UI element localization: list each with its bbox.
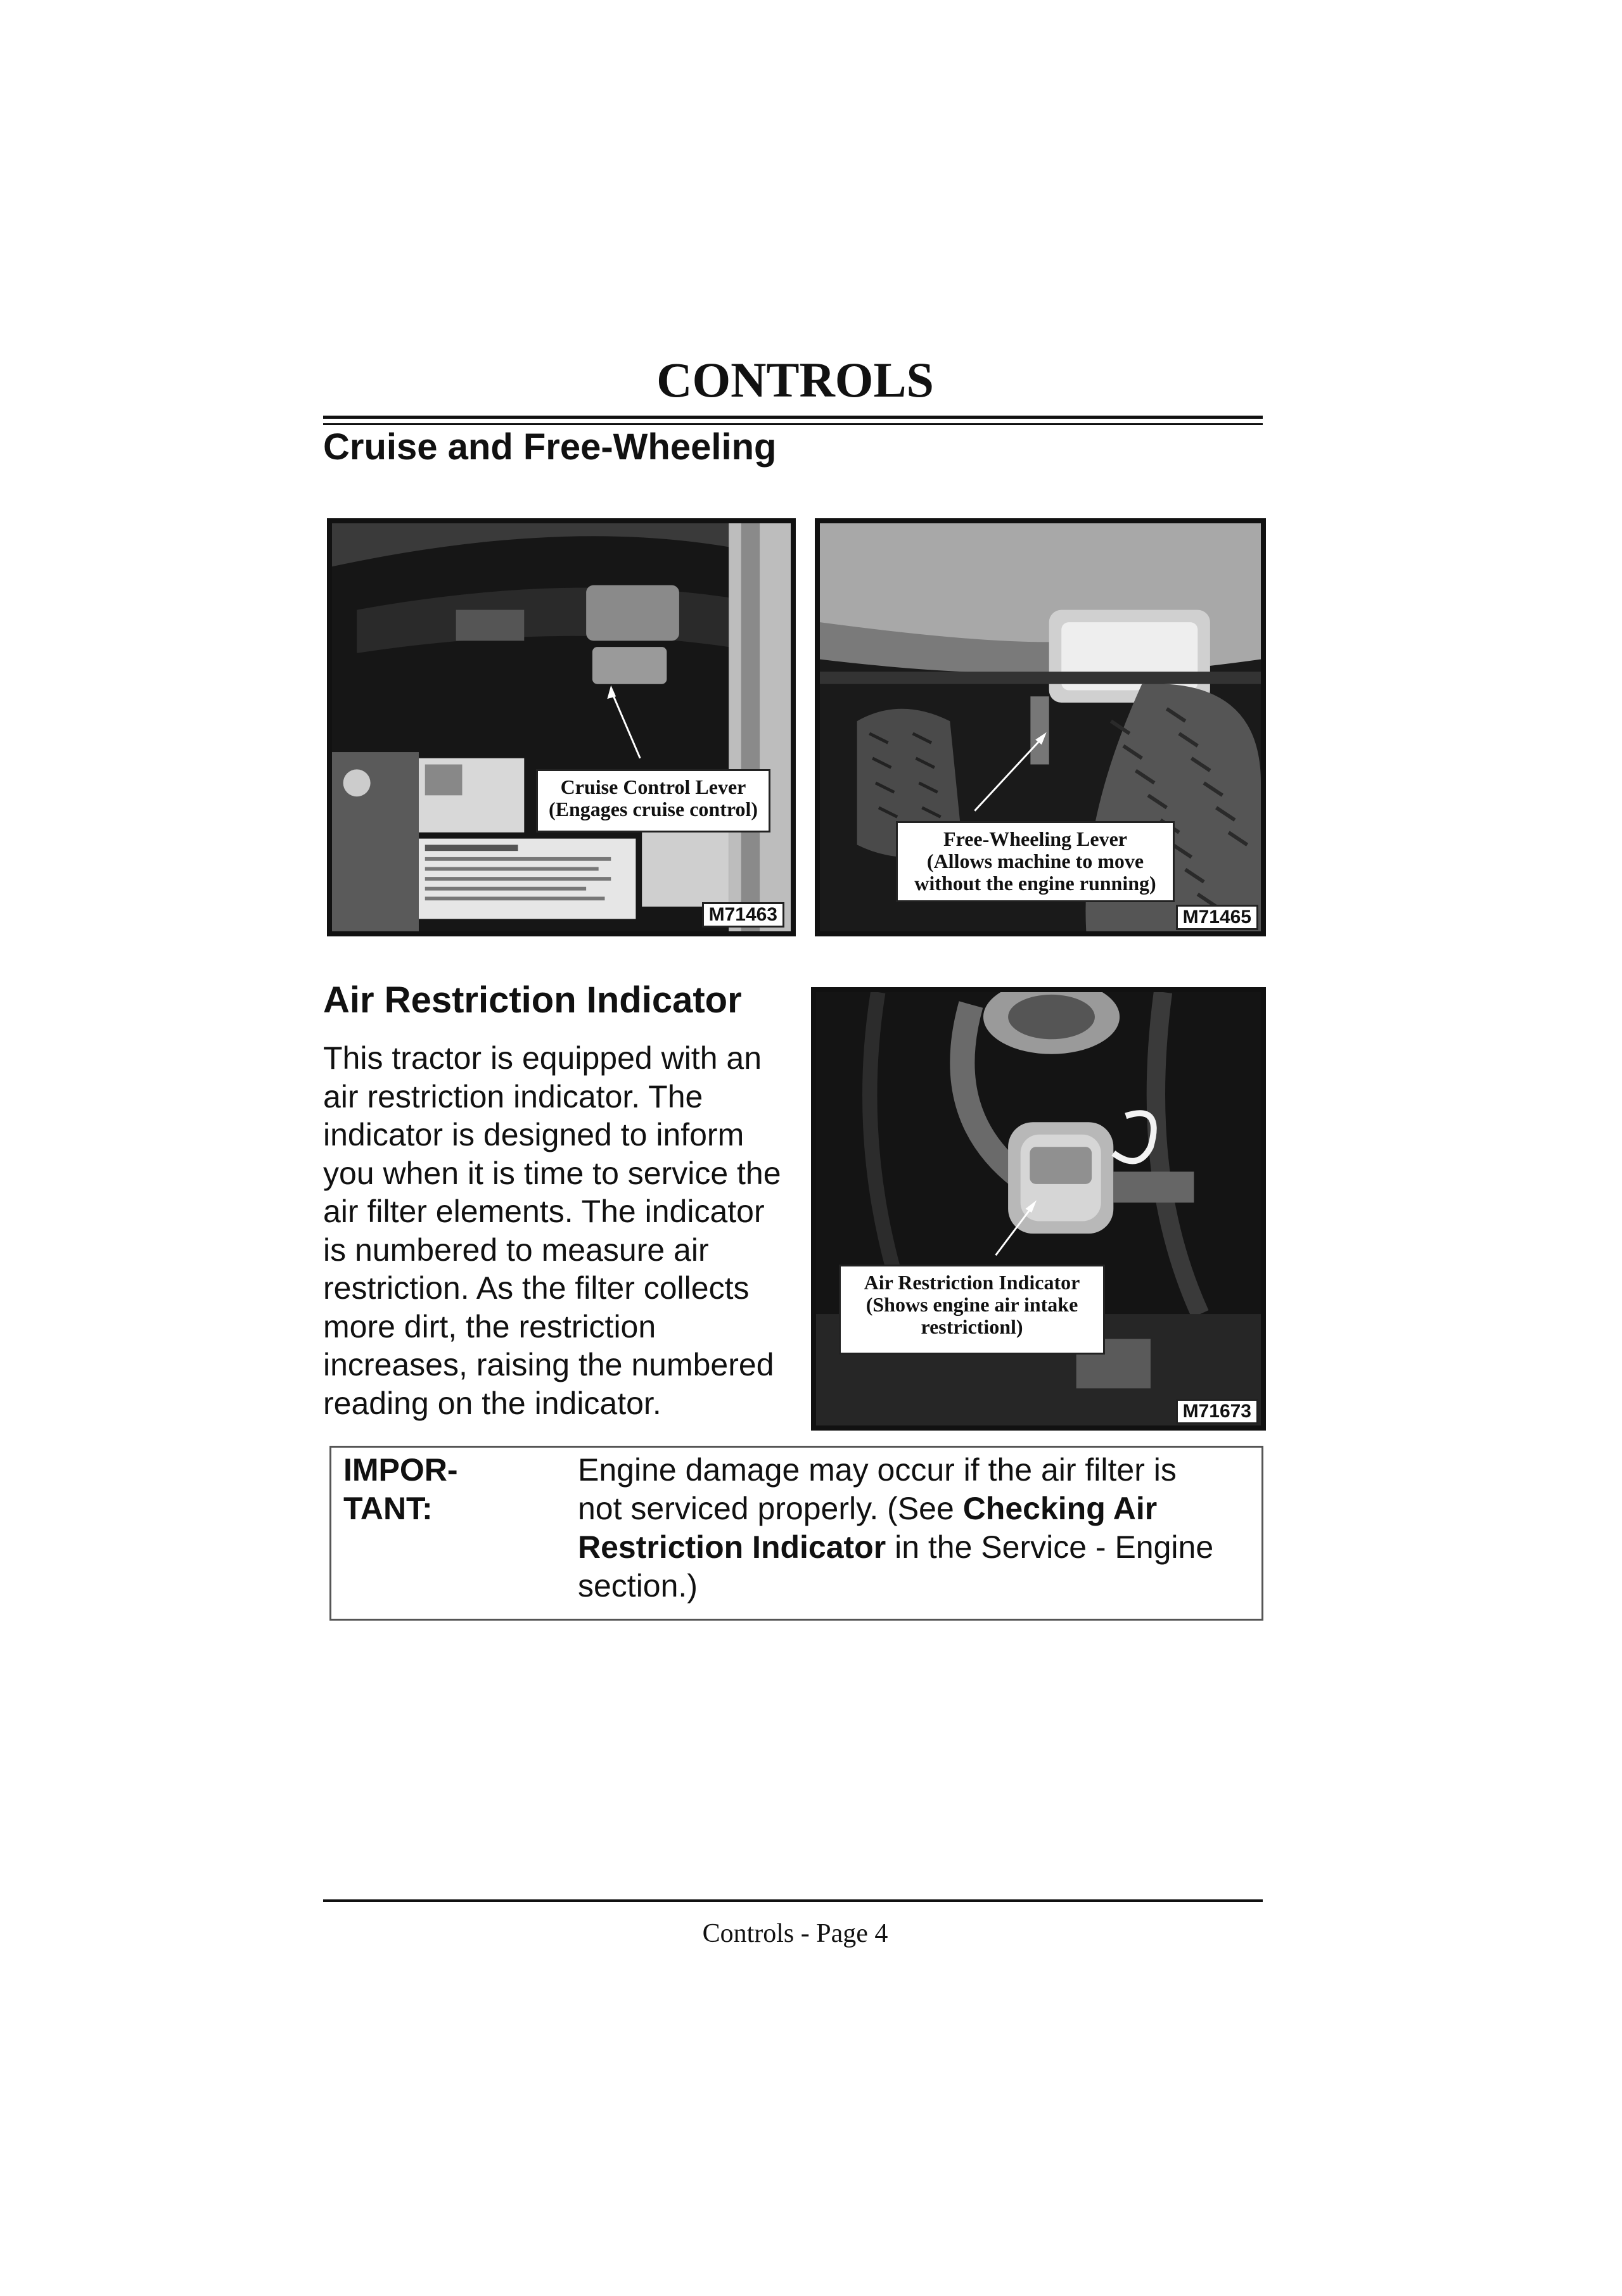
- cruise-control-callout: [536, 769, 770, 832]
- important-link-text: Restriction Indicator: [578, 1529, 886, 1565]
- callout-line: without the engine running): [914, 872, 1156, 895]
- important-label-line: IMPOR-: [343, 1452, 458, 1488]
- important-label: [343, 1451, 458, 1528]
- callout-line: Air Restriction Indicator: [864, 1271, 1080, 1294]
- body-line: air restriction indicator. The: [323, 1078, 703, 1114]
- important-text-line: [578, 1489, 1249, 1528]
- important-text-line: Engine damage may occur if the air filter is: [578, 1452, 1177, 1488]
- air-restriction-callout: [839, 1265, 1105, 1355]
- callout-line: restrictionl): [921, 1315, 1023, 1339]
- header-rule-bottom: [323, 423, 1263, 425]
- important-text-span: in the Service - Engine: [886, 1529, 1214, 1565]
- figure-air-restriction: [811, 987, 1266, 1431]
- important-text-span: not serviced properly. (See: [578, 1491, 963, 1526]
- section-heading-air-restriction: Air Restriction Indicator: [323, 979, 742, 1021]
- body-line: air filter elements. The indicator: [323, 1194, 765, 1229]
- body-line: is numbered to measure air: [323, 1232, 709, 1268]
- important-text-line: section.): [578, 1568, 698, 1604]
- callout-line: Cruise Control Lever: [560, 775, 746, 798]
- callout-line: (Shows engine air intake: [865, 1293, 1078, 1317]
- callout-line: Free-Wheeling Lever: [943, 827, 1127, 850]
- body-line: indicator is designed to inform: [323, 1117, 744, 1152]
- body-line: restriction. As the filter collects: [323, 1270, 750, 1306]
- callout-line: (Engages cruise control): [548, 798, 758, 821]
- figure-code: M71465: [1176, 905, 1258, 931]
- figure-code: M71673: [1176, 1399, 1258, 1425]
- body-line: reading on the indicator.: [323, 1385, 661, 1421]
- footer-rule: [323, 1899, 1263, 1902]
- air-restriction-body: [323, 1039, 805, 1422]
- page-footer: Controls - Page 4: [702, 1919, 888, 1948]
- figure-code: M71463: [702, 902, 784, 928]
- page-title: CONTROLS: [656, 352, 934, 407]
- figure-cruise-control: [327, 518, 796, 936]
- important-link-text: Checking Air: [962, 1491, 1158, 1526]
- header-rule-top: [323, 416, 1263, 419]
- air-indicator-photo-illustration: [816, 992, 1261, 1425]
- important-text: [578, 1451, 1249, 1605]
- body-line: This tractor is equipped with an: [323, 1040, 762, 1076]
- section-heading-cruise: Cruise and Free-Wheeling: [323, 426, 777, 468]
- free-wheeling-callout: [896, 821, 1175, 902]
- figure-free-wheeling: [815, 518, 1266, 936]
- body-line: you when it is time to service the: [323, 1155, 781, 1191]
- callout-line: (Allows machine to move: [926, 850, 1144, 873]
- cruise-photo-illustration: [332, 523, 791, 931]
- important-label-line: TANT:: [343, 1491, 433, 1526]
- body-line: more dirt, the restriction: [323, 1308, 656, 1344]
- body-line: increases, raising the numbered: [323, 1347, 774, 1382]
- important-text-line: [578, 1528, 1249, 1567]
